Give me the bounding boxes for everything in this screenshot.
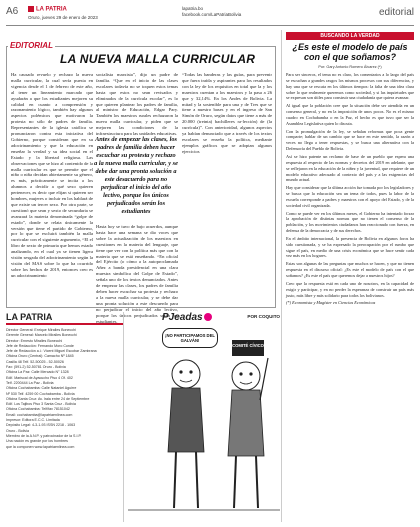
masthead-line: Edif. Mariscal de Ayacucho Piso 4 Of. 402 (6, 375, 73, 380)
editorial-column-2-bottom: Hasta hoy se tuvo de bajo acuerdos, aunque hasta hace una semana se dio voces que sobre la actualización de los maestros en cuestiones en la materia del lenguaje, que tiene que ver con la política más que con la materia que se está enseñando. “En oficial del Ejército (o cómo a la autoproclamada Añez a banda presidencial en una clara muestra simbólica del Golpe de Estado”, señala uno de los textos denunciados. Antes de empezar las clases, los padres de familia deben hacer escuchar su protesta y rechazo a la nueva malla curricular, y se debe dar una pronta solución a este descuerdo para no perjudicar el inicio del año lectivo, porque los únicos perjudicados serán los estudiantes. (96, 224, 178, 324)
cartoon (128, 312, 280, 522)
masthead-line: Email: cochabamba@lapatriaenlinea.com (6, 412, 73, 417)
masthead-line: Gerente General: Marcelo Miralles Bonecchi (6, 333, 77, 338)
masthead-line: Director General: Enrique Miralles Bonecchi (6, 328, 76, 332)
pull-quote: Antes de empezar las clases, los padres de familia deben hacer escuchar su protesta y rechazo a la nueva malla curricular, y se debe dar una pronta solución a este desacuerdo para no perjudicar el inicio del año lectivo, porque los únicos perjudicados serán los estudiantes (94, 136, 178, 215)
opinion-paragraph: Estas son algunas de las preguntas que muchos se hacen, y que no tienen respuesta en el discurso oficial: ¿Es este el modelo de país con el que soñamos? ¿Es este el país que queremos dejar a nuestros hijos? (286, 261, 414, 278)
opinion-paragraph: Al igual que la población cree que la situación debe ser atendida en un consenso general, y no en la imposición de unos pocos. No es el mismo cuadro en Cochabamba o en la Paz, el hecho es que tuvo que ser la Asamblea Legislativa quien lo discuta. (286, 103, 414, 126)
masthead-line: Oficina Santa Cruz: Av. Irala entre 24 de Septiembre (6, 396, 90, 401)
section-name: editorial (378, 7, 414, 18)
masthead-line: Director: Ernesto Miralles Bonecchi (6, 338, 63, 343)
editorial-column-1: Ha causado revuelo y rechazo la nueva malla curricular, la cual sería puesta en vigencia desde el 1 de febrero de este año, al tener un lineamiento marcado que ayudarán a que los estudiantes mejoren su calidad en cuanto a comprensión y razonamiento lógico, también hay algunos aspectos polémicos que motivaron la protesta no sólo de padres de familia. Representantes de la iglesia católica se pronunciaron contra esta iniciativa del Gobierno, porque consideran que en su adoctrinamiento y que la educación en enseñar la verdad y su idea social en el Estado y la libertad religiosa. Las observaciones que se hizo al contenido de la malla curricular es que se permite que el niño o niña decidan abiertamente su género, es más, prácticamente se incita a los alumnos a decidir a qué sexo quieren pertenecer, es decir que elijan si quieren ser hombres, mujeres o incluir en los hablará de que existe un tercer sexo. Por otra parte, se cuestionó que sean y sexto de secundaria se avanzará la materia denominada “golpe de estado”, donde se relata únicamente la versión que tiene el partido de Gobierno, por lo que se excluirá también la malla curricular con el siguiente argumento, “El el libro de sexto de primaria que hemos estado analizando, en el cual ya se tienen ligera visión sesgada del adoctrinamiento según la visión del MAS sobre lo que ha ocurrido sobre los hechos de 2019, entonces creo es un adoctrinamiento (11, 72, 93, 278)
masthead-line: Telf. 2200444 La Paz - Bolivia (6, 380, 54, 385)
masthead-line: Depósito Legal: 4-3-1-93 ISSN 2218 - 1063 (6, 423, 76, 428)
editorial-title: LA NUEVA MALLA CURRICULAR (60, 52, 256, 66)
speech-bubble: ¡NO PARTICIPAMOS DEL GALVÁN! (162, 328, 218, 348)
cartoon-brand-text: PJeadas (162, 312, 203, 323)
logo-text: LA PATRIA (36, 6, 67, 13)
masthead-lines (6, 328, 123, 450)
masthead-line: Oficina La Paz: Calle Mercado N° 1328 (6, 370, 69, 375)
opinion-footnote: (*) Economista y Magíster en Ciencias Económicas (286, 300, 376, 306)
dateline: Oruro, jueves 29 de enero de 2023 (28, 15, 98, 20)
masthead-line: Impresor: Editora E.C.C. Limitada (6, 418, 60, 423)
opinion-title: ¿Es este el modelo de país con el que soñamos? (292, 42, 408, 62)
masthead-logo: LA PATRIA (6, 312, 123, 325)
opinion-header: BUSCANDO LA VERDAD (286, 32, 414, 40)
logo-mark-icon (28, 6, 34, 12)
social-link-facebook[interactable]: facebook.com/LaPatriaBolivia (182, 12, 242, 17)
masthead-line: Casilla 48 Telf. 52-50025 - 52-50026 (6, 359, 64, 364)
masthead-line: Oficina Oruro (Central): Camacho Nº 1845 (6, 354, 74, 359)
opinion-body (286, 72, 414, 522)
editorial-column-2-top: socialista marxista”, dijo un padre de familia. “Que en el inicio de las clases escolares todavía no se toquen estos temas hasta que estos no sean revisados y eliminados de la currícula escolar”, es lo que quieren plantear los padres de familia, al ministro de Educación, Edgar Pary. También los maestros rurales rechazaron la nueva malla curricular, y piden que se mejoren las condiciones de la infraestructura para las unidades educativas. (96, 72, 178, 137)
masthead-line: Nº 530 Telf. 4259 00 Cochabamba - Bolivia (6, 391, 75, 396)
masthead-line: Una nación es grande por los hombres (6, 439, 68, 444)
masthead-line: Oficina Cochabamba: Calle Nataniel Aguirre (6, 386, 77, 391)
masthead-line: Oruro - Bolivia (6, 428, 29, 433)
cartoon-author: POR COQUITO (247, 314, 280, 319)
protest-sign: COMITÉ CÍVICO (232, 340, 264, 356)
page-number: A6 (6, 6, 19, 17)
opinion-paragraph: Para ser sinceros, el tema no es claro, los comentarios a lo largo del país se escuchan a grandes rasgos los mismos procesos con sus diferencias, y hay una que se rescata en los últimos tiempos: la falta de una idea clara sobre lo que realmente queremos como sociedad, y si las inquietudes que se expresan son útiles para construir una ciudadanía que quiera avanzar. (286, 72, 414, 101)
opinion-paragraph: Así se hizo patente un reclamo de base de un pueblo que espera una respuesta al respecto de las normas y decretos del 2019 en adelante, que se reflejaron en la educación de la niñez y la juventud, que requiere de un modelo educativo adecuado al contexto del país y a las exigencias del mundo actual. (286, 153, 414, 183)
masthead-line: Miembro de la A.N.P. y patrocinador de la S.I.P. (6, 433, 82, 438)
page-header (6, 4, 414, 26)
social-links (182, 6, 241, 18)
opinion-paragraph: Creo que la respuesta está en cada uno de nosotros, en la capacidad de exigir y participar, y en no perder la esperanza de construir un país más justo, más libre y más solidario para todos los bolivianos. (286, 280, 414, 298)
masthead-line: Jefe de Redacción a.i.: Vicent Miguel Escobar Zambrana (6, 349, 97, 354)
opinion-paragraph: Con la promulgación de la ley, se señalan reformas que poca gente comparte; hablar de un cambio que se hace en este sentido, la razón a veces no llega a tener respuestas, y se busca una alternativa con la Defensoría del Pueblo de Bolivia. (286, 128, 414, 152)
opinion-paragraph: Hay que considerar que la última acción fue tomada por los legisladores y se busca que la educación sea un tema de todos, pues la labor de la escuela corresponde a padres y maestros con el apoyo del Estado, y de la sociedad civil organizada. (286, 185, 414, 208)
editorial-tag: EDITORIAL (10, 41, 53, 50)
editorial-column-3: “Todas las banderas y las guías, para prevenir que fuera traída y aspirantes para los resultados con la ley de los requisitos en total que la y los maestros cuentan a los maestros y la pasa a 26 que y 32,14%. En los Andes de Bolivia. La mitad y la sostenible para una y de Tres que se tiene a nuestro bases y en el ingreso de San Simón de Oruro, según datos que tiene a más de 20.000 (treinta) bachilleres ra-lección) de (la currícula)”. Con anterioridad, algunos aspectos ya habían denunciado que a través de los textos escolares se enseña la política, mediante ejemplos gráficos que se adoptan algunos ejercicios (182, 72, 272, 154)
opinion-paragraph: En el ámbito internacional, la presencia de Bolivia en algunos foros ha sido cuestionada, y se ha expresado la preocupación por el rumbo que sigue el país, en medio de una crisis económica que se hace sentir cada vez más en los hogares. (286, 235, 414, 259)
column-divider (281, 30, 282, 522)
opinion-byline: Por: Gary Antonio Romero Álvarez (*) (318, 65, 382, 69)
masthead-line: Edif. Los Tajibos Piso 3 Santa Cruz - Bolivia (6, 402, 76, 407)
masthead-line: Oficina Cochabamba: Telf/fax 78151042 (6, 407, 70, 412)
social-link-web[interactable]: lapatria.bo (182, 6, 204, 11)
opinion-paragraphs (286, 72, 414, 298)
masthead-line: Jefe de Redacción: Fernando Moro Conde (6, 343, 74, 348)
masthead (6, 312, 124, 522)
opinion-paragraph: Como se puede ver en los últimos meses, el Gobierno ha intentado forzar la aprobación de distintas normas que no tienen el consenso de la población, y los movimientos ciudadanos han reaccionado con fuerza, en defensa de la democracia y de sus derechos. (286, 210, 414, 234)
newspaper-logo (28, 6, 67, 13)
masthead-line: Fax: (591-2) 52-50781 Oruro - Bolivia (6, 365, 66, 370)
masthead-line: que la componen www.lapatriaenlinea.com (6, 444, 75, 449)
